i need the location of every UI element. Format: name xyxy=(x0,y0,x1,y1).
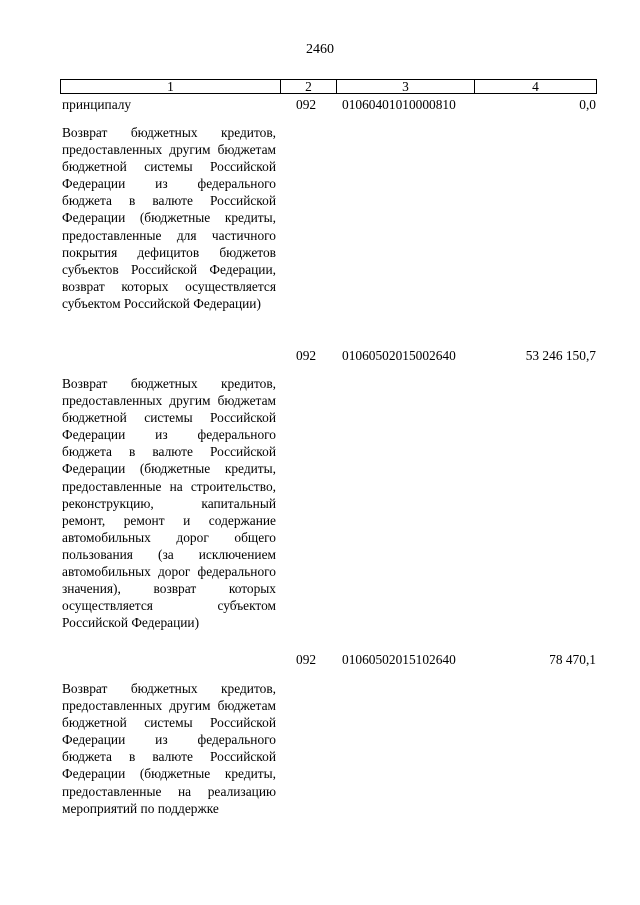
page-number: 2460 xyxy=(306,42,334,57)
row-description: Возврат бюджетных кредитов, предоставленных другим бюджетам бюджетной системы Российской Федерации из федерального бюджета в валюте Российской Федерации (бюджетные кредиты, предоставленные на строительство, реконструкцию, капитальный ремонт, ремонт и содержание автомобильных дорог общего пользования (за исключением автомобильных дорог федерального значения), возврат которых осуществляется субъектом Российской Федерации) xyxy=(62,376,276,631)
row-admin-code: 092 xyxy=(296,348,317,363)
column-header-2: 2 xyxy=(281,80,337,93)
row-budget-code: 01060502015002640 xyxy=(342,348,456,363)
row-amount: 53 246 150,7 xyxy=(525,348,596,363)
row-budget-code: 01060401010000810 xyxy=(342,97,456,112)
row-description: принципалу xyxy=(62,97,132,112)
row-budget-code: 01060502015102640 xyxy=(342,652,456,667)
row-admin-code: 092 xyxy=(296,97,317,112)
column-header-4: 4 xyxy=(532,79,539,94)
row-description: Возврат бюджетных кредитов, предоставленных другим бюджетам бюджетной системы Российской Федерации из федерального бюджета в валюте Российской Федерации (бюджетные кредиты, предоставленные на реализацию мероприятий по поддержке xyxy=(62,681,276,816)
row-amount: 78 470,1 xyxy=(549,652,596,667)
table-header xyxy=(60,79,597,94)
row-description: Возврат бюджетных кредитов, предоставленных другим бюджетам бюджетной системы Российской Федерации из федерального бюджета в валюте Российской Федерации (бюджетные кредиты, предоставленные для частичного покрытия дефицитов бюджетов субъектов Российской Федерации, возврат которых осуществляется субъектом Российской Федерации) xyxy=(62,125,276,311)
row-amount: 0,0 xyxy=(579,97,596,112)
column-header-3: 3 xyxy=(337,80,475,93)
row-admin-code: 092 xyxy=(296,652,317,667)
column-header-1: 1 xyxy=(61,80,281,93)
